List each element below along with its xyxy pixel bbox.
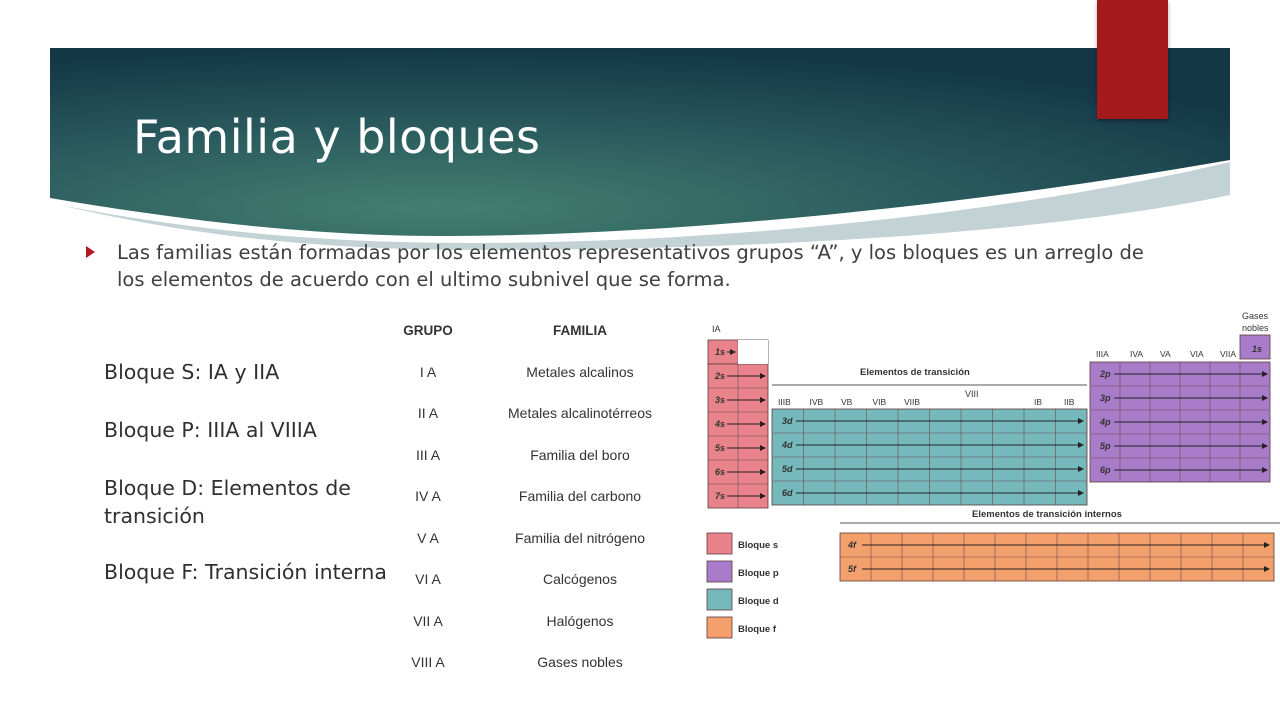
group-cell: II A	[417, 405, 439, 422]
block-d-item: Bloque D: Elementos de transición	[104, 476, 351, 528]
d-level-label: 6d	[782, 488, 793, 498]
legend-label-s: Bloque s	[738, 540, 779, 551]
table-row	[383, 476, 687, 518]
group-cell: VI A	[415, 571, 441, 588]
legend-swatch-s	[707, 533, 732, 554]
table-row	[383, 351, 687, 393]
he-level-label: 1s	[1252, 344, 1263, 354]
family-cell: Gases nobles	[537, 654, 623, 671]
p-group-label: VIA	[1190, 349, 1204, 359]
d-group-label: VIB	[872, 397, 887, 407]
legend-label-d: Bloque d	[738, 596, 779, 607]
block-p-item: Bloque P: IIIA al VIIIA	[104, 418, 317, 442]
label-gases: Gases	[1242, 311, 1269, 321]
label-ia: IA	[712, 324, 721, 334]
bullet-paragraph	[86, 239, 1146, 293]
d-level-label: 4d	[782, 440, 793, 450]
block-f-item: Bloque F: Transición interna	[104, 560, 387, 584]
block-s-item: Bloque S: IA y IIA	[104, 360, 280, 384]
s-level-label: 3s	[715, 395, 726, 405]
slide-title: Familia y bloques	[133, 110, 541, 164]
group-cell: V A	[417, 529, 439, 546]
families-table	[383, 310, 687, 683]
s-level-label: 1s	[715, 347, 726, 357]
column-header-familia: FAMILIA	[553, 323, 607, 338]
label-internos: Elementos de transición internos	[972, 509, 1122, 520]
f-level-label: 5f	[848, 564, 857, 574]
accent-tab	[1097, 0, 1168, 119]
family-cell: Metales alcalinotérreos	[508, 405, 652, 422]
legend-swatch-p	[707, 561, 732, 582]
family-cell: Halógenos	[546, 612, 614, 629]
group-cell: III A	[415, 446, 441, 463]
s-level-label: 5s	[715, 443, 726, 453]
d-level-label: 5d	[782, 464, 793, 474]
legend-swatch-f	[707, 617, 732, 638]
periodic-blocks-figure	[700, 305, 1280, 645]
s-level-label: 7s	[715, 491, 726, 501]
label-transicion: Elementos de transición	[860, 367, 970, 378]
table-row	[383, 517, 687, 559]
p-group-label: IIIA	[1096, 349, 1109, 359]
table-row	[383, 600, 687, 642]
group-cell: IV A	[415, 488, 441, 505]
p-group-label: IVA	[1130, 349, 1144, 359]
family-cell: Metales alcalinos	[526, 363, 634, 380]
table-row	[383, 559, 687, 601]
family-cell: Familia del boro	[530, 446, 630, 463]
d-group-label: VIIB	[904, 397, 921, 407]
column-header-grupo: GRUPO	[403, 323, 453, 338]
s-level-label: 6s	[715, 467, 726, 477]
d-group-label: VB	[841, 397, 853, 407]
p-group-label: VIIA	[1220, 349, 1237, 359]
d-group-label: IB	[1034, 397, 1043, 407]
p-level-label: 3p	[1100, 393, 1111, 403]
triangle-bullet-icon	[86, 246, 95, 258]
legend-swatch-d	[707, 589, 732, 610]
legend-label-p: Bloque p	[738, 568, 779, 579]
f-level-label: 4f	[848, 540, 857, 550]
legend-label-f: Bloque f	[738, 624, 776, 635]
s-level-label: 4s	[715, 419, 726, 429]
label-nobles: nobles	[1242, 323, 1269, 333]
d-group-label: IIIB	[778, 397, 791, 407]
d-group-label: IIB	[1064, 397, 1075, 407]
d-level-label: 3d	[782, 416, 793, 426]
label-viii: VIII	[965, 389, 979, 399]
bullet-text: Las familias están formadas por los elementos representativos grupos “A”, y los bloques es un arreglo de los elementos de acuerdo con el ultimo subnivel que se forma.	[117, 241, 1144, 291]
s-level-label: 2s	[715, 371, 726, 381]
p-group-label: VA	[1160, 349, 1171, 359]
family-cell: Calcógenos	[543, 571, 617, 588]
family-cell: Familia del nitrógeno	[515, 529, 645, 546]
group-cell: VII A	[413, 612, 443, 629]
p-level-label: 5p	[1100, 441, 1111, 451]
p-level-label: 2p	[1100, 369, 1111, 379]
table-header-row	[383, 310, 687, 351]
p-level-label: 6p	[1100, 465, 1111, 475]
table-row	[383, 434, 687, 476]
group-cell: VIII A	[411, 654, 445, 671]
table-row	[383, 393, 687, 435]
d-group-label: IVB	[809, 397, 824, 407]
group-cell: I A	[419, 363, 437, 380]
s-block-gap	[738, 340, 768, 364]
p-level-label: 4p	[1100, 417, 1111, 427]
table-row	[383, 642, 687, 684]
family-cell: Familia del carbono	[518, 488, 642, 505]
block-list	[104, 358, 389, 616]
